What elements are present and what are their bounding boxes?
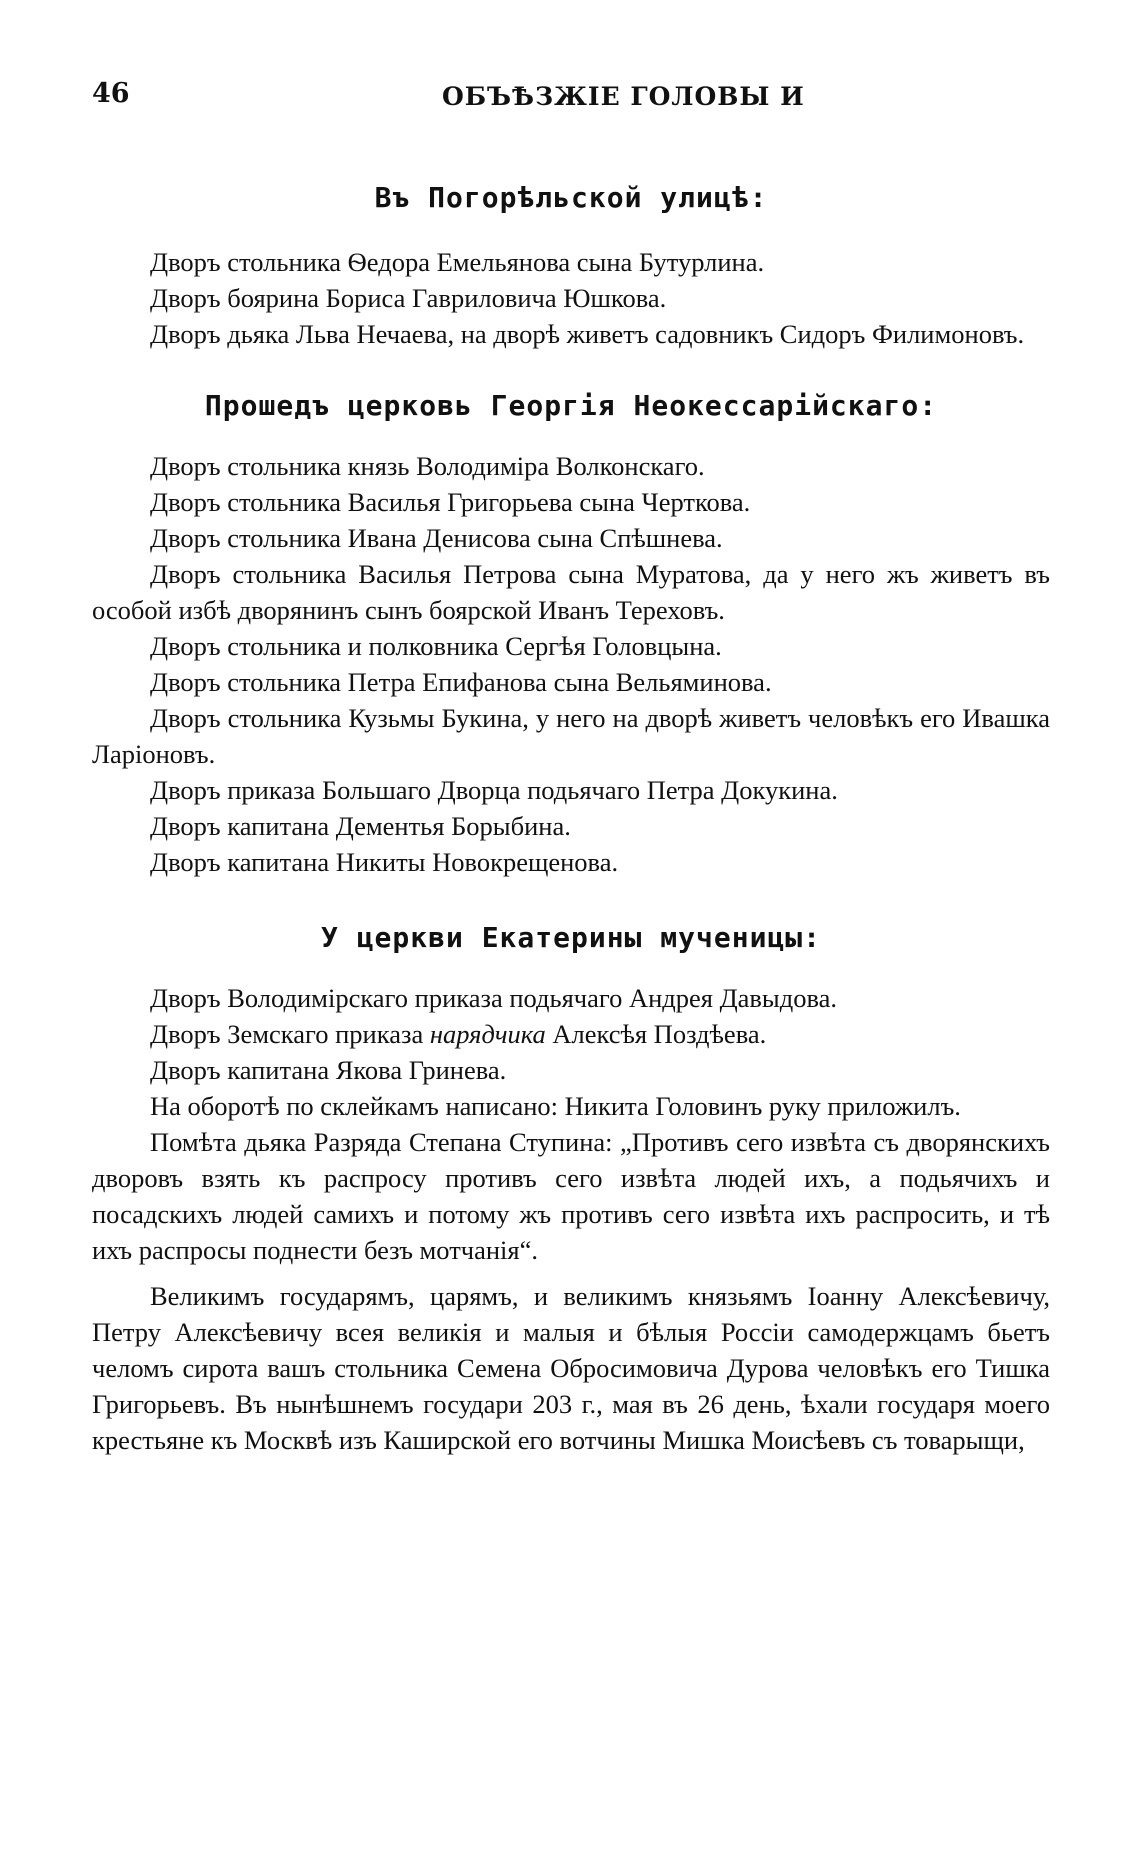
entry-dokukin: Дворъ приказа Большаго Дворца подьячаго Петра Докукина. [150,775,838,805]
entry-grinev: Дворъ капитана Якова Гринева. [150,1055,507,1085]
section-heading-pogorelskaya: Въ Погорѣльской улицѣ: [374,181,768,214]
entry-buturlin: Дворъ стольника Ѳедора Емельянова сына Бутурлина. [150,247,765,277]
entry-volkonsky: Дворъ стольника князь Володиміра Волконскаго. [150,451,705,481]
paragraph-petition: Великимъ государямъ, царямъ, и великимъ князьямъ Іоанну Алексѣевичу, Петру Алексѣевичу всея великія и малыя и бѣлыя Россіи самодержцамъ бьетъ челомъ сирота вашъ стольника Семена Обросимовича Дурова человѣкъ его Тишка Григорьевъ. Въ нынѣшнемъ государи 203 г., мая въ 26 день, ѣхали государя моего крестьяне къ Москвѣ изъ Каширской его вотчины Мишка Моисѣевъ съ товарыщи, [92,1281,1050,1455]
entry-pozdeev [92,1016,1050,1052]
running-title: ОБЪѢЗЖІЕ ГОЛОВЫ И [442,82,805,111]
section-heading-ekaterina: У церкви Екатерины мученицы: [320,921,821,954]
entry-nechaev: Дворъ дьяка Льва Нечаева, на дворѣ живетъ садовникъ Сидоръ Филимоновъ. [150,319,1025,349]
entry-golovtsyn: Дворъ стольника и полковника Сергѣя Головцына. [150,631,722,661]
entry-borybin: Дворъ капитана Дементья Борыбина. [150,811,571,841]
running-header [92,78,1050,118]
entry-novokreshchenov: Дворъ капитана Никиты Новокрещенова. [150,847,619,877]
entry-chertkov: Дворъ стольника Василья Григорьева сына Черткова. [150,487,751,517]
entry-pozdeev-italic: нарядчика [429,1019,546,1049]
entry-speshnev: Дворъ стольника Ивана Денисова сына Спѣшнева. [150,523,723,553]
body-text [92,178,1050,1458]
entry-velyaminov: Дворъ стольника Петра Епифанова сына Вельяминова. [150,667,772,697]
entry-davydov: Дворъ Володимірскаго приказа подьячаго Андрея Давыдова. [150,983,838,1013]
page-number: 46 [92,78,130,109]
entry-muratov: Дворъ стольника Василья Петрова сына Муратова, да у него жъ живетъ въ особой избѣ дворянинъ сынъ боярской Иванъ Тереховъ. [92,559,1050,625]
paragraph-reverse-note: На оборотѣ по склейкамъ написано: Никита Головинъ руку приложилъ. [150,1091,961,1121]
section-heading-georgiy: Прошедъ церковь Георгія Неокессарійскаго: [204,389,938,422]
entry-pozdeev-after: Алексѣя Поздѣева. [545,1019,767,1049]
entry-bukin: Дворъ стольника Кузьмы Букина, у него на дворѣ живетъ человѣкъ его Ивашка Ларіоновъ. [92,703,1050,769]
paragraph-stupin-mark: Помѣта дьяка Разряда Степана Ступина: „Противъ сего извѣта съ дворянскихъ дворовъ взять къ распросу противъ сего извѣта людей ихъ, а подьячихъ и посадскихъ людей самихъ и потому жъ противъ сего извѣта ихъ распросить, и тѣ ихъ распросы поднести безъ мотчанія“. [92,1127,1050,1265]
entry-pozdeev-before: Дворъ Земскаго приказа [150,1019,430,1049]
entry-yushkov: Дворъ боярина Бориса Гавриловича Юшкова. [150,283,667,313]
